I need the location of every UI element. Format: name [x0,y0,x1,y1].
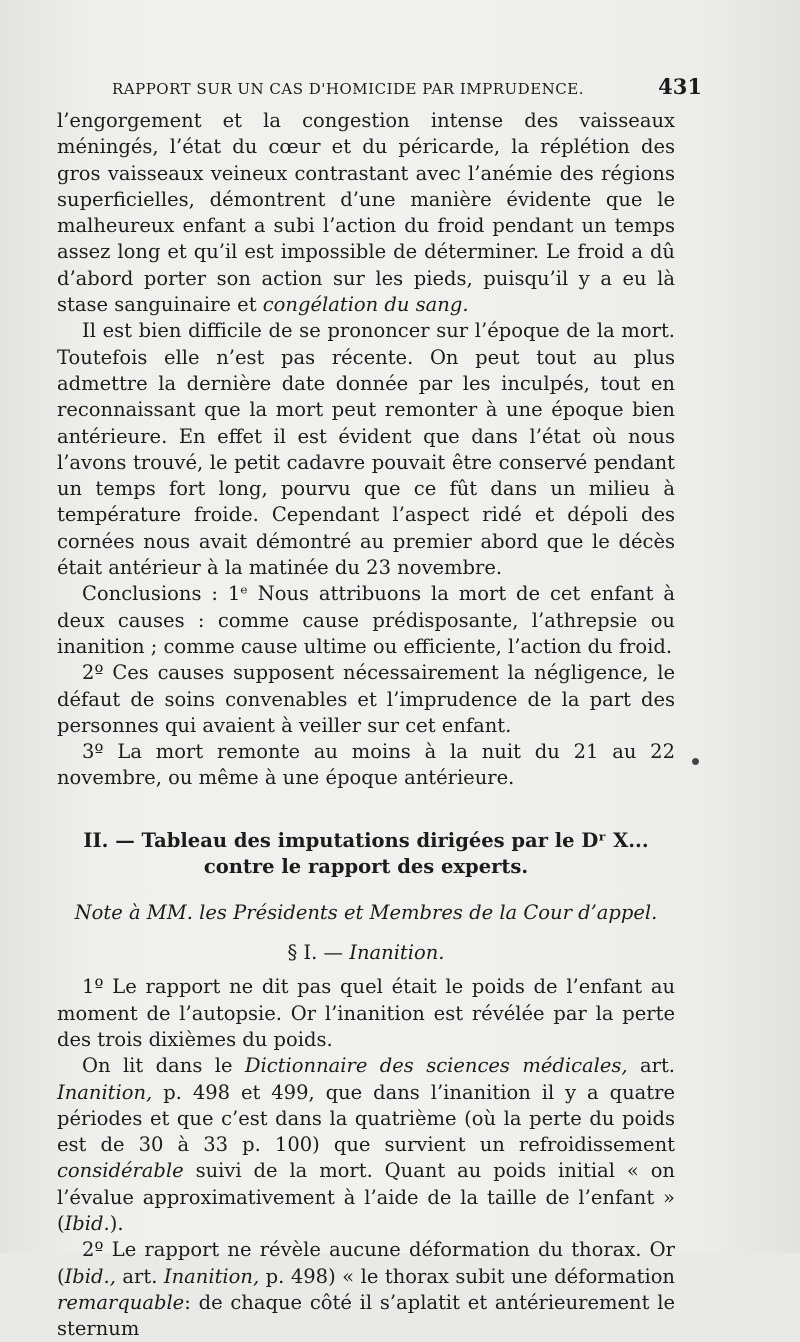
section-heading [57,828,675,880]
emphasis: congélation du sang. [262,293,469,317]
paragraph [57,1053,675,1237]
paragraph [57,108,675,318]
ink-spot [692,758,699,765]
subsection-number: § I. — [287,941,344,965]
emphasis: remarquable [57,1290,185,1314]
subsection-title [57,940,675,966]
text-run: p. 498) « le thorax subit une déformation [265,1264,675,1288]
text-run: ). [109,1211,124,1235]
paragraph: 2º Ces causes supposent nécessairement la négligence, le défaut de soins convenables et l’imprudence de la part des personnes qui avaient à veiller sur cet enfant. [57,661,675,737]
emphasis: Dictionnaire des sciences médicales, [244,1054,628,1078]
emphasis: Ibid. [64,1211,110,1235]
subsection-name: Inanition. [349,941,445,965]
body-text [57,108,675,1342]
heading-line-1: II. — Tableau des imputations dirigées par le Dʳ X... [83,828,649,852]
paragraph: Il est bien difficile de se prononcer sur l’époque de la mort. Toutefois elle n’est pas récente. On peut tout au plus admettre la dernière date donnée par les inculpés, tout en reconnaissant que la mort peut remonter à une époque bien antérieure. En effet il est évident que dans l’état où nous l’avons trouvé, le petit cadavre pouvait être conservé pendant un temps fort long, pourvu que ce fût dans un milieu à température froide. Cependant l’aspect ridé et dépoli des cornées nous avait démontré au premier abord que le décès était antérieur à la matinée du 23 novembre. [57,319,675,580]
running-title: RAPPORT SUR UN CAS D'HOMICIDE PAR IMPRUDENCE. [112,80,584,98]
emphasis: Ibid., [64,1264,116,1288]
text-run: suivi de la mort. Quant au poids initial « on l’évalue approximativement à l’aide de la taille de l’enfant » ( [57,1159,675,1235]
emphasis: considérable [57,1159,184,1183]
text-run: art. [122,1264,158,1288]
note-line: Note à MM. les Présidents et Membres de la Cour d’appel. [74,900,658,924]
page-header [112,74,702,104]
page-number: 431 [658,74,702,99]
text-run: art. [640,1054,675,1078]
paragraph: Conclusions : 1ᵉ Nous attribuons la mort de cet enfant à deux causes : comme cause prédisposante, l’athrepsie ou inanition ; comme cause ultime ou efficiente, l’action du froid. [57,582,675,658]
text-run: 2º Le rapport ne révèle aucune déformation du thorax. Or ( [57,1238,675,1288]
paragraph-text: l’engorgement et la congestion intense des vaisseaux méningés, l’état du cœur et du péricarde, la réplétion des gros vaisseaux veineux contrastant avec l’anémie des régions superficielles, démontrent d’une manière évidente que le malheureux enfant a subi l’action du froid pendant un temps assez long et qu’il est impossible de déterminer. Le froid a dû d’abord porter son action sur les pieds, puisqu’il y a eu là stase sanguinaire et [57,109,675,317]
emphasis: Inanition, [163,1264,260,1288]
text-run: On lit dans le [82,1054,233,1078]
paragraph: 1º Le rapport ne dit pas quel était le poids de l’enfant au moment de l’autopsie. Or l’inanition est révélée par la perte des trois dixièmes du poids. [57,975,675,1051]
text-run: p. 498 et 499, que dans l’inanition il y a quatre périodes et que c’est dans la quatrième (où la perte du poids est de 30 à 33 p. 100) que survient un refroidissement [57,1080,675,1157]
paragraph: 3º La mort remonte au moins à la nuit du 21 au 22 novembre, ou même à une époque antérieure. [57,740,675,790]
text-run: : de chaque côté il s’aplatit et antérieurement le sternum [57,1290,675,1341]
heading-line-2: contre le rapport des experts. [203,854,529,878]
emphasis: Inanition, [57,1080,153,1104]
